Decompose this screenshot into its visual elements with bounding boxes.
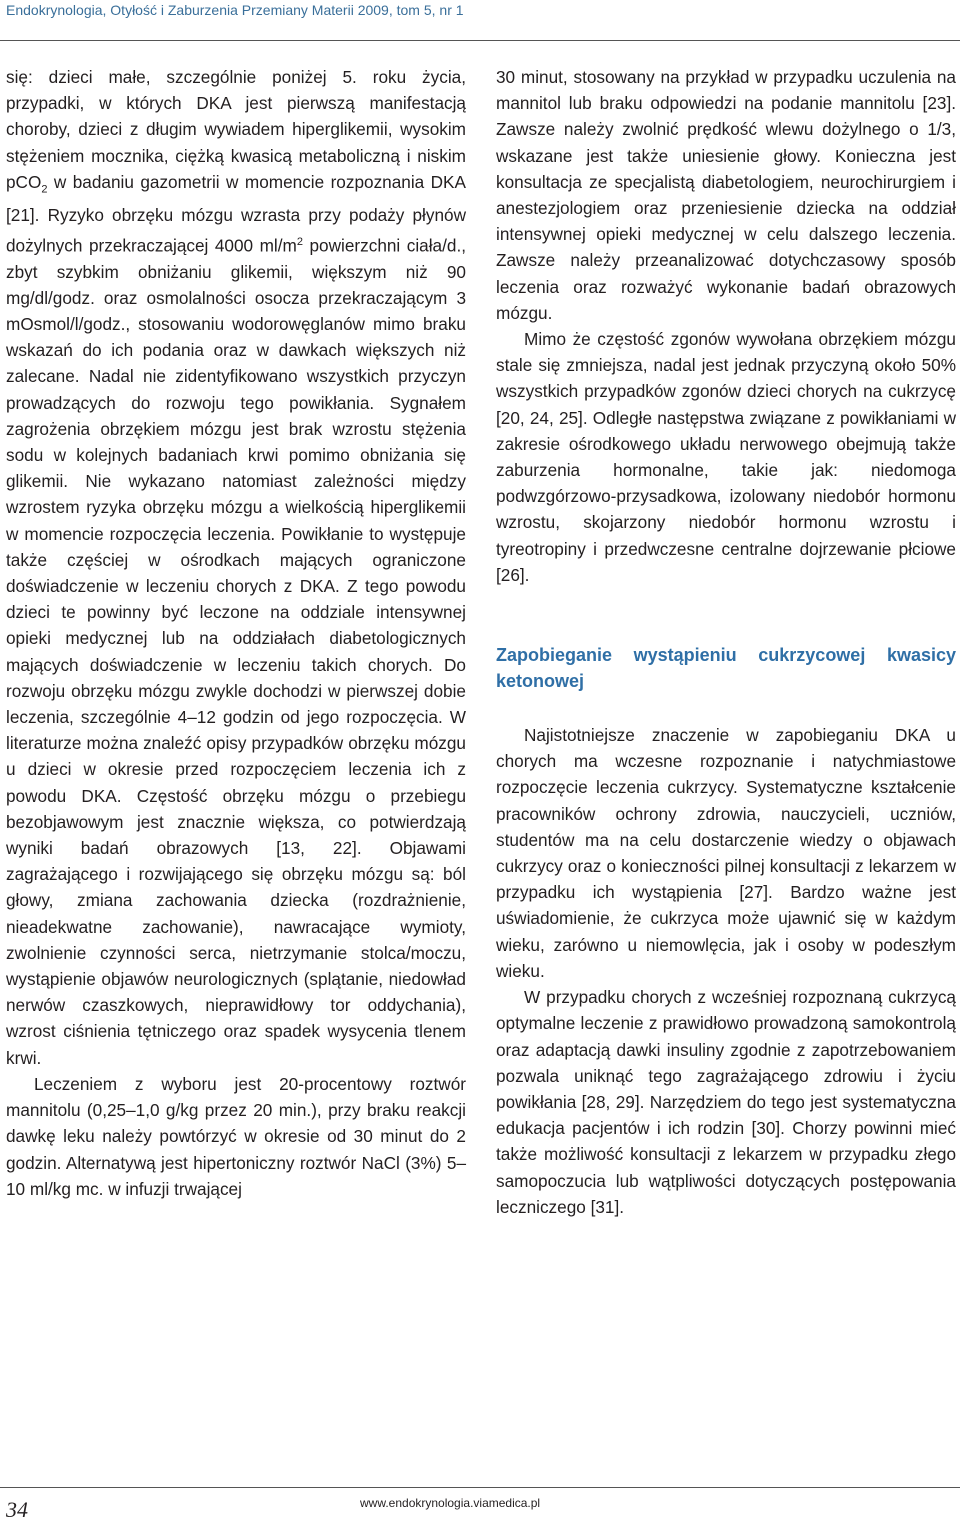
body-paragraph: Leczeniem z wyboru jest 20-procentowy roztwór mannitolu (0,25–1,0 g/kg przez 20 min.), przy braku reakcji dawkę leku należy powtórzyć w okresie od 30 minut do 2 godzin. Alternatywą jest hipertoniczny roztwór NaCl (3%) 5–10 ml/kg mc. w infuzji trwającej: [6, 1073, 466, 1199]
paragraph-text: powierzchni ciała/d., zbyt szybkim obniżaniu glikemii, większym niż 90 mg/dl/godz. oraz osmolalności osocza przekraczającym 3 mOsmol/l/godz., stosowaniu wodorowęglanów mimo braku wskazań do ich podania oraz w dawkach większych niż zalecane. Nadal nie zidentyfikowano wszystkich przyczyn prowadzących do rozwoju tego powikłania. Sygnałem zagrożenia obrzękiem mózgu jest brak wzrostu stężenia sodu w kolejnych badaniach krwi pomimo obniżania się glikemii. Nie wykazano natomiast zależności między wzrostem ryzyka obrzęku mózgu a wielkością hiperglikemii w momencie rozpoczęcia leczenia. Powikłanie to występuje także częściej w ośrodkach mających ograniczone doświadczenie w leczeniu chorych z DKA. Z tego powodu dzieci te powinny być leczone na oddziale intensywnej opieki medycznej lub na oddziałach diabetologicznych mających doświadczenie w leczeniu takich chorych. Do rozwoju obrzęku mózgu zwykle dochodzi w pierwszej dobie leczenia, szczególnie 4–12 godzin od jego rozpoczęcia. W literaturze można znaleźć opisy przypadków obrzęku mózgu u dzieci w okresie przed rozpoczęciem leczenia ich z powodu DKA. Częstość obrzęku mózgu o przebiegu bezobjawowym jest znacznie większa, co potwierdzają wyniki badań obrazowych [13, 22]. Objawami zagrażającego i rozwijającego się obrzęku mózgu są: ból głowy, zmiana zachowania dziecka (rozdrażnienie, nieadekwatne zachowanie), nawracające wymioty, zwolnienie czynności serca, nietrzymanie stolca/moczu, wystąpienie objawów neurologicznych (splątanie, niedowład nerwów czaszkowych, nieprawidłowy tor oddychania), wzrost ciśnienia tętniczego oraz spadek wysycenia tlenem krwi.: [6, 235, 467, 1068]
body-paragraph: 30 minut, stosowany na przykład w przypadku uczulenia na mannitol lub braku odpowiedzi na podanie mannitolu [23]. Zawsze należy zwolnić prędkość wlewu dożylnego o 1/3, wskazane jest także uniesienie głowy. Konieczna jest konsultacja ze specjalistą diabetologiem, neurochirurgiem i anestezjologiem oraz przeniesienie dziecka na oddział intensywnej opieki medycznej w celu dalszego leczenia. Zawsze należy przeanalizować dotychczasowy sposób leczenia oraz rozważyć wykonanie badań obrazowych mózgu.: [496, 67, 956, 323]
paragraph-text: w badaniu gazometrii w momencie rozpoznania DKA [21]. Ryzyko obrzęku mózgu wzrasta przy podaży płynów dożylnych przekraczającej 4000 ml/m: [6, 171, 466, 256]
body-paragraph: Mimo że częstość zgonów wywołana obrzękiem mózgu stale się zmniejsza, nadal jest jednak przyczyną około 50% wszystkich przypadków zgonów dzieci chorych na cukrzycę [20, 24, 25]. Odległe następstwa związane z powikłaniami w zakresie ośrodkowego układu nerwowego obejmują także zaburzenia hormonalne, takie jak: niedomoga podwzgórzowo-przysadkowa, izolowany niedobór hormonu wzrostu, skojarzony niedobór hormonu wzrostu i tyreotropiny i przedwczesne centralne dojrzewanie płciowe [26].: [496, 329, 956, 585]
superscript: 2: [296, 235, 303, 248]
body-paragraph: [6, 64, 466, 1071]
right-column: [496, 64, 956, 1220]
paragraph-text: się: dzieci małe, szczególnie poniżej 5. roku życia, przypadki, w których DKA jest pierwszą manifestacją choroby, dzieci z długim wywiadem hiperglikemii, wysokim stężeniem mocznika, ciężką kwasicą metaboliczną i niskim pCO: [6, 67, 466, 192]
header-divider: [0, 40, 960, 41]
section-heading: Zapobieganie wystąpieniu cukrzycowej kwasicy ketonowej: [496, 645, 956, 692]
subscript: 2: [41, 183, 48, 196]
body-paragraph: W przypadku chorych z wcześniej rozpoznaną cukrzycą optymalne leczenie z prawidłowo prowadzoną samokontrolą oraz adaptacją dawki insuliny zgodnie z zapotrzebowaniem pozwala uniknąć tego zagrażającego zdrowiu i życiu powikłania [28, 29]. Narzędziem do tego jest systematyczna edukacja pacjentów i ich rodzin [30]. Chorzy powinni mieć także możliwość konsultacji z lekarzem w przypadku złego samopoczucia lub wątpliwości dotyczących postępowania leczniczego [31].: [496, 987, 956, 1217]
body-paragraph: Najistotniejsze znaczenie w zapobieganiu DKA u chorych ma wczesne rozpoznanie i natychmiastowe rozpoczęcie leczenia cukrzycy. Systematyczne kształcenie pracowników ochrony zdrowia, nauczycieli, uczniów, studentów ma na celu dostarczenie wiedzy o objawach cukrzycy oraz o konieczności pilnej konsultacji z lekarzem w przypadku ich wystąpienia [27]. Bardzo ważne jest uświadomienie, że cukrzyca może ujawnić się w każdym wieku, zarówno u niemowlęcia, jak i osoby w podeszłym wieku.: [496, 725, 956, 981]
left-column: [6, 64, 466, 1202]
running-header: Endokrynologia, Otyłość i Zaburzenia Przemiany Materii 2009, tom 5, nr 1: [6, 2, 464, 18]
footer-url: www.endokrynologia.viamedica.pl: [360, 1496, 541, 1510]
footer-divider: [0, 1487, 960, 1488]
page-number: 34: [6, 1497, 28, 1522]
